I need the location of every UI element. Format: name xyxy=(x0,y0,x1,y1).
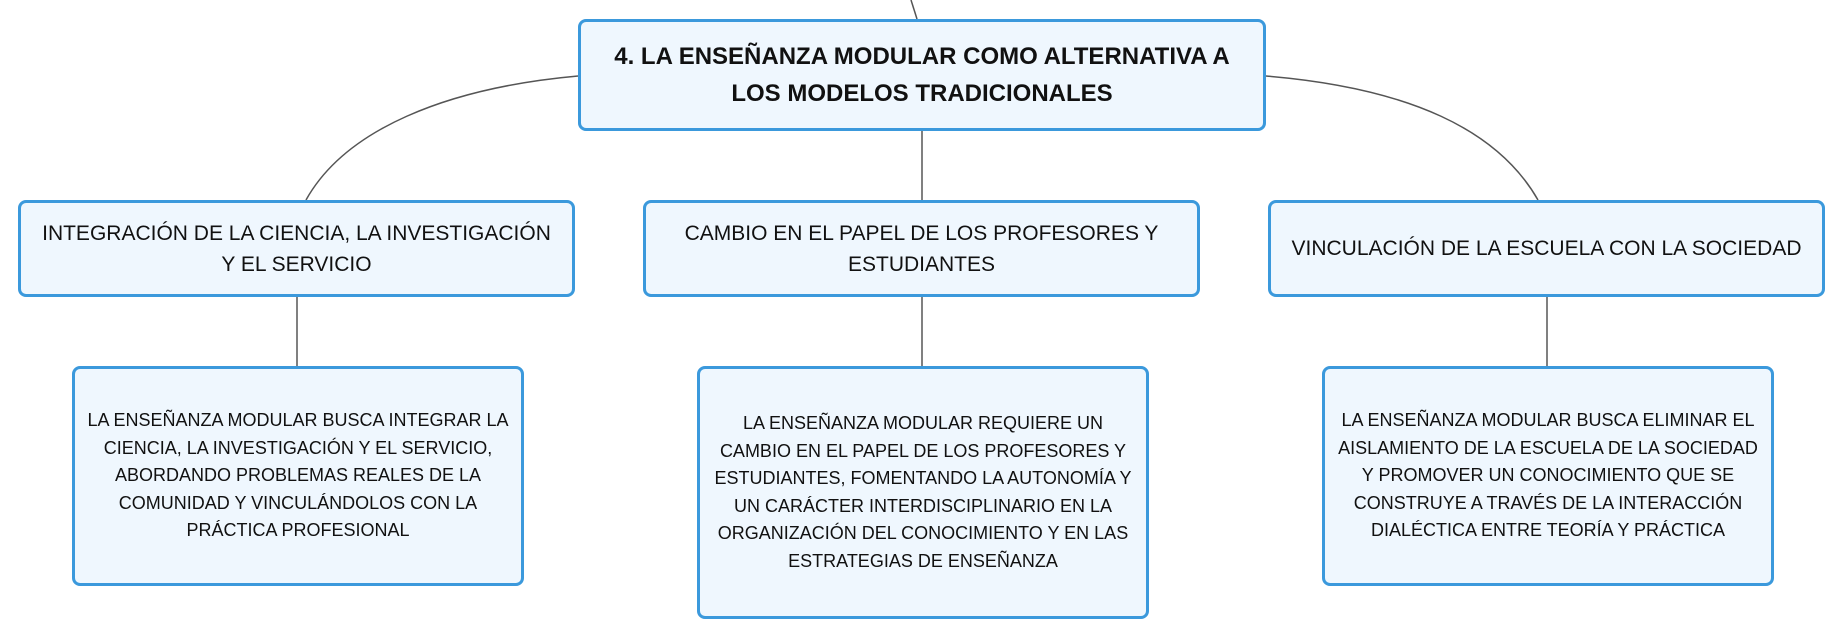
root-topic-node[interactable] xyxy=(578,19,1266,131)
branch-label: VINCULACIÓN DE LA ESCUELA CON LA SOCIEDAD xyxy=(1291,237,1802,260)
detail-node-vinculacion[interactable] xyxy=(1322,366,1774,586)
detail-node-cambio-papel[interactable] xyxy=(697,366,1149,619)
branch-label: CAMBIO EN EL PAPEL DE LOS PROFESORES Y ESTUDIANTES xyxy=(684,221,1159,276)
branch-node-integracion[interactable] xyxy=(18,200,575,297)
detail-text: LA ENSEÑANZA MODULAR BUSCA INTEGRAR LA CIENCIA, LA INVESTIGACIÓN Y EL SERVICIO, ABORDANDO PROBLEMAS REALES DE LA COMUNIDAD Y VINCULÁNDOLOS CON LA PRÁCTICA PROFESIONAL xyxy=(87,410,509,541)
root-topic-label: 4. LA ENSEÑANZA MODULAR COMO ALTERNATIVA A LOS MODELOS TRADICIONALES xyxy=(614,43,1230,107)
branch-node-vinculacion[interactable] xyxy=(1268,200,1825,297)
connector-root-to-branch-3 xyxy=(1266,76,1538,200)
connector-parent-to-root xyxy=(911,0,917,19)
detail-text: LA ENSEÑANZA MODULAR BUSCA ELIMINAR EL AISLAMIENTO DE LA ESCUELA DE LA SOCIEDAD Y PROMOVER UN CONOCIMIENTO QUE SE CONSTRUYE A TRAVÉS DE LA INTERACCIÓN DIALÉCTICA ENTRE TEORÍA Y PRÁCTICA xyxy=(1338,410,1758,541)
detail-text: LA ENSEÑANZA MODULAR REQUIERE UN CAMBIO EN EL PAPEL DE LOS PROFESORES Y ESTUDIANTES, FOMENTANDO LA AUTONOMÍA Y UN CARÁCTER INTERDISCIPLINARIO EN LA ORGANIZACIÓN DEL CONOCIMIENTO Y EN LAS ESTRATEGIAS DE ENSEÑANZA xyxy=(714,413,1132,571)
detail-node-integracion[interactable] xyxy=(72,366,524,586)
branch-node-cambio-papel[interactable] xyxy=(643,200,1200,297)
connector-root-to-branch-1 xyxy=(306,76,578,200)
branch-label: INTEGRACIÓN DE LA CIENCIA, LA INVESTIGACIÓN Y EL SERVICIO xyxy=(42,221,551,276)
